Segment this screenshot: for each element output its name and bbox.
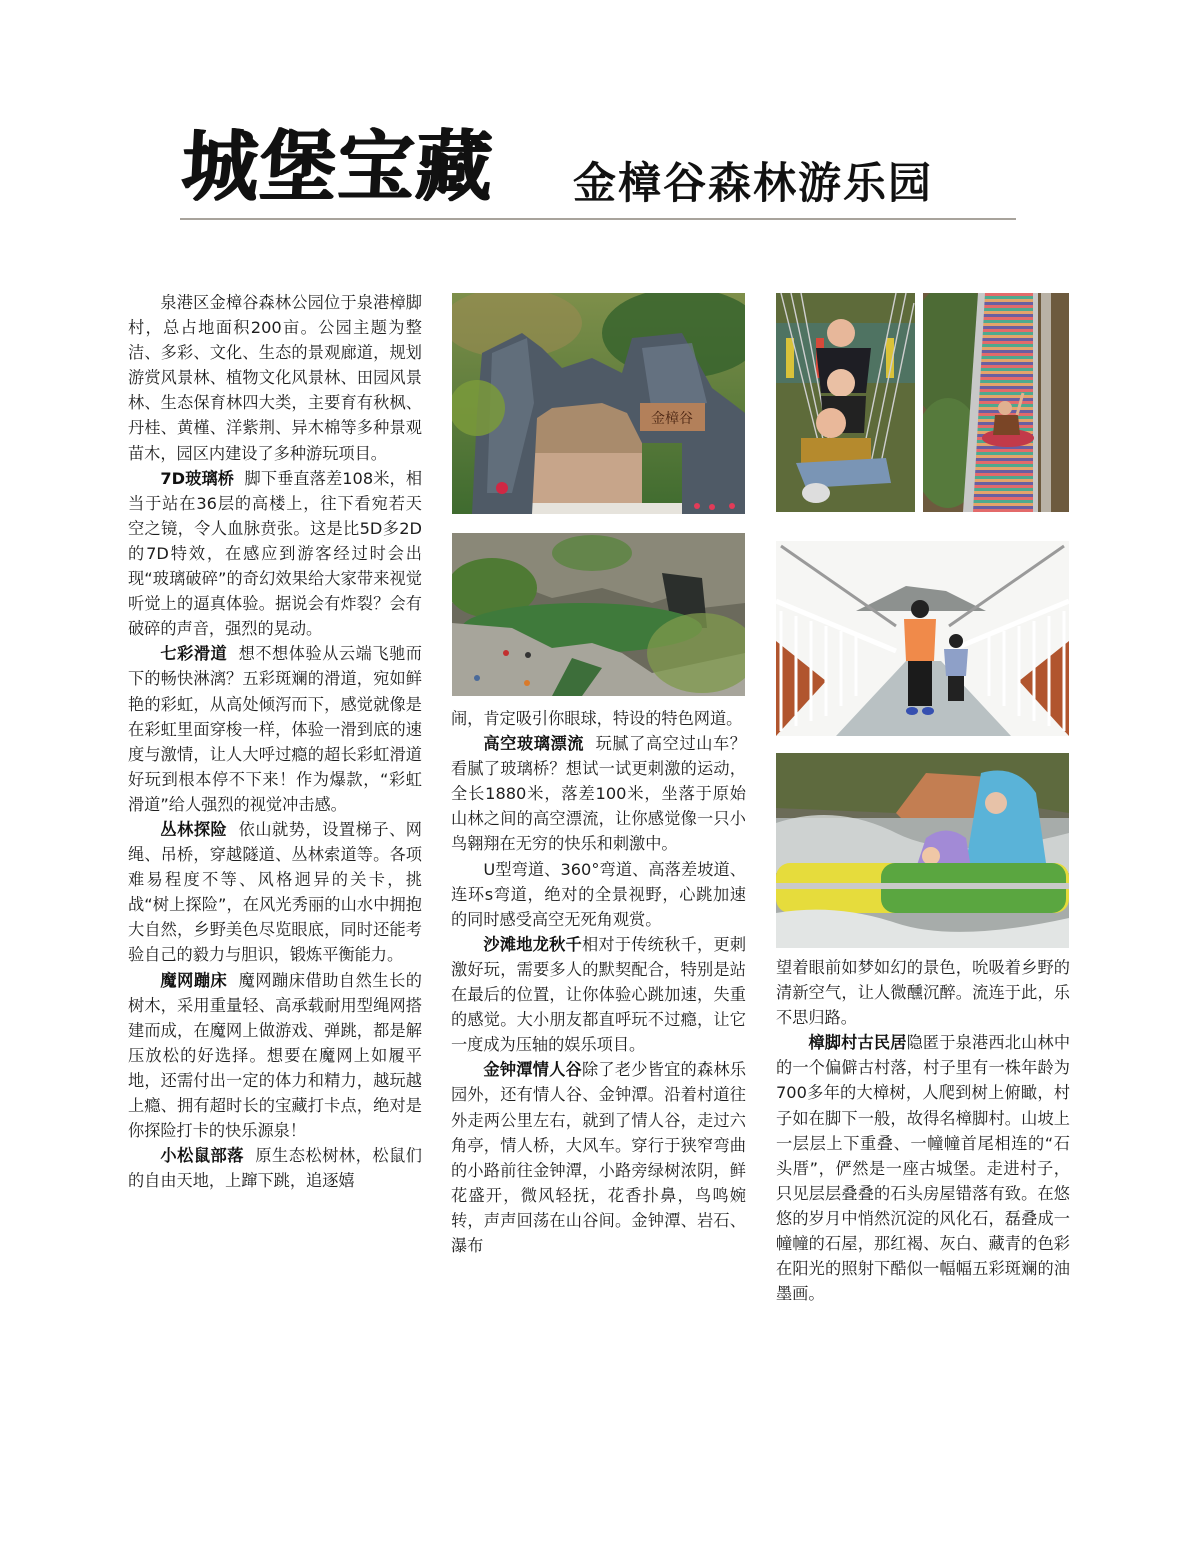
continued-paragraph: 望着眼前如梦如幻的景色，吮吸着乡野的清新空气，让人微醺沉醉。流连于此，乐不思归路。 bbox=[776, 958, 1070, 1028]
section-paragraph bbox=[128, 968, 422, 1144]
intro-paragraph: 泉港区金樟谷森林公园位于泉港樟脚村，总占地面积200亩。公园主题为整洁、多彩、文化、生态的景观廊道，规划游赏风景林、植物文化风景林、田园风景林、生态保育林四大类，主要育有秋枫、丹桂、黄槿、洋紫荆、异木棉等多种景观苗木，园区内建设了多种游玩项目。 bbox=[128, 293, 422, 463]
section-paragraph bbox=[128, 641, 422, 817]
article-column-middle bbox=[451, 706, 746, 1258]
section-body: 除了老少皆宜的森林乐园外，还有情人谷、金钟潭。沿着村道往外走两公里左右，就到了情人谷，走过六角亭，情人桥，大风车。穿行于狭窄弯曲的小路前往金钟潭，小路旁绿树浓阴，鲜花盛开，微风轻抚，花香扑鼻，鸟鸣婉转，声声回荡在山谷间。金钟潭、岩石、瀑布 bbox=[451, 1060, 747, 1255]
section-heading: 丛林探险 bbox=[160, 819, 228, 839]
section-heading: 金钟潭情人谷 bbox=[483, 1060, 582, 1080]
section-heading: 樟脚村古民居 bbox=[808, 1033, 907, 1053]
section-paragraph bbox=[128, 466, 422, 642]
section-heading: 小松鼠部落 bbox=[160, 1146, 244, 1166]
section-body: 原生态松树林，松鼠们的自由天地，上蹿下跳，追逐嬉 bbox=[128, 1146, 422, 1191]
rainbow-slide-photo bbox=[923, 293, 1069, 512]
section-body: 玩腻了高空过山车？看腻了玻璃桥？想试一试更刺激的运动，全长1880米，落差100米，坐落于原始山林之间的高空漂流，让你感觉像一只小鸟翱翔在无穷的快乐和刺激中。 bbox=[451, 734, 746, 854]
section-body: 想不想体验从云端飞驰而下的畅快淋漓？五彩斑斓的滑道，宛如鲜艳的彩虹，从高处倾泻而下，感觉就像是在彩虹里面穿梭一样，体验一滑到底的速度与激情，让人大呼过瘾的超长彩虹滑道好玩到根本停不下来！作为爆款，“彩虹滑道”给人强烈的视觉冲击感。 bbox=[128, 644, 422, 814]
section-paragraph bbox=[451, 932, 746, 1057]
section-paragraph bbox=[451, 857, 746, 932]
article-column-right bbox=[776, 955, 1070, 1306]
green-pond-photo bbox=[452, 533, 745, 696]
continued-paragraph: 闹，肯定吸引你眼球，特设的特色网道。 bbox=[451, 709, 743, 728]
section-paragraph bbox=[776, 1030, 1070, 1306]
section-heading: 七彩滑道 bbox=[160, 644, 228, 664]
section-heading: 魔网蹦床 bbox=[160, 970, 228, 990]
section-paragraph bbox=[451, 1057, 746, 1258]
page-title: 城堡宝藏 bbox=[179, 121, 497, 213]
rafting-photo bbox=[776, 753, 1069, 948]
glass-bridge-photo bbox=[776, 541, 1069, 736]
page-subtitle: 金樟谷森林游乐园 bbox=[573, 159, 933, 209]
section-paragraph bbox=[128, 1143, 422, 1193]
section-body: 魔网蹦床借助自然生长的树木，采用重量轻、高承载耐用型绳网搭建而成，在魔网上做游戏、弹跳，都是解压放松的好选择。想要在魔网上如履平地，还需付出一定的体力和精力，越玩越上瘾、拥有超时长的宝藏打卡点，绝对是你探险打卡的快乐源泉！ bbox=[128, 970, 422, 1141]
article-header bbox=[179, 121, 1016, 222]
section-body: 依山就势，设置梯子、网绳、吊桥，穿越隧道、丛林索道等。各项难易程度不等、风格迥异的关卡，挑战“树上探险”，在风光秀丽的山水中拥抱大自然，乡野美色尽览眼底，同时还能考验自己的毅力与胆识，锻炼平衡能力。 bbox=[128, 819, 422, 965]
article-column-left bbox=[128, 290, 422, 1193]
section-body: 隐匿于泉港西北山林中的一个偏僻古村落，村子里有一株年龄为700多年的大樟树，人爬到树上俯瞰，村子如在脚下一般，故得名樟脚村。山坡上一层层上下重叠、一幢幢首尾相连的“石头厝”，俨然是一座古城堡。走进村子，只见层层叠叠的石头房屋错落有致。在悠悠的岁月中悄然沉淀的风化石，磊叠成一幢幢的石屋，那红褐、灰白、藏青的色彩在阳光的照射下酷似一幅幅五彩斑斓的油墨画。 bbox=[776, 1033, 1071, 1304]
stone-gate-photo bbox=[452, 293, 745, 514]
swing-kids-photo bbox=[776, 293, 915, 512]
title-divider bbox=[180, 218, 1016, 220]
section-body: 相对于传统秋千，更刺激好玩，需要多人的默契配合，特别是站在最后的位置，让你体验心跳加速，失重的感觉。大小朋友都直呼玩不过瘾，让它一度成为压轴的娱乐项目。 bbox=[451, 934, 747, 1055]
section-body: 脚下垂直落差108米，相当于站在36层的高楼上，往下看宛若天空之镜，令人血脉贲张。这是比5D多2D的7D特效，在感应到游客经过时会出现“玻璃破碎”的奇幻效果给大家带来视觉听觉上的逼真体验。据说会有炸裂？会有破碎的声音，强烈的晃动。 bbox=[128, 468, 423, 639]
section-paragraph bbox=[128, 817, 422, 968]
section-body: U型弯道、360°弯道、高落差坡道、连环s弯道，绝对的全景视野，心跳加速的同时感受高空无死角观赏。 bbox=[451, 859, 746, 929]
section-heading: 沙滩地龙秋千 bbox=[483, 934, 582, 954]
section-paragraph bbox=[451, 731, 746, 856]
gate-sign-text: 金樟谷 bbox=[651, 411, 693, 427]
section-heading: 高空玻璃漂流 bbox=[483, 734, 585, 754]
section-heading: 7D玻璃桥 bbox=[160, 468, 235, 488]
